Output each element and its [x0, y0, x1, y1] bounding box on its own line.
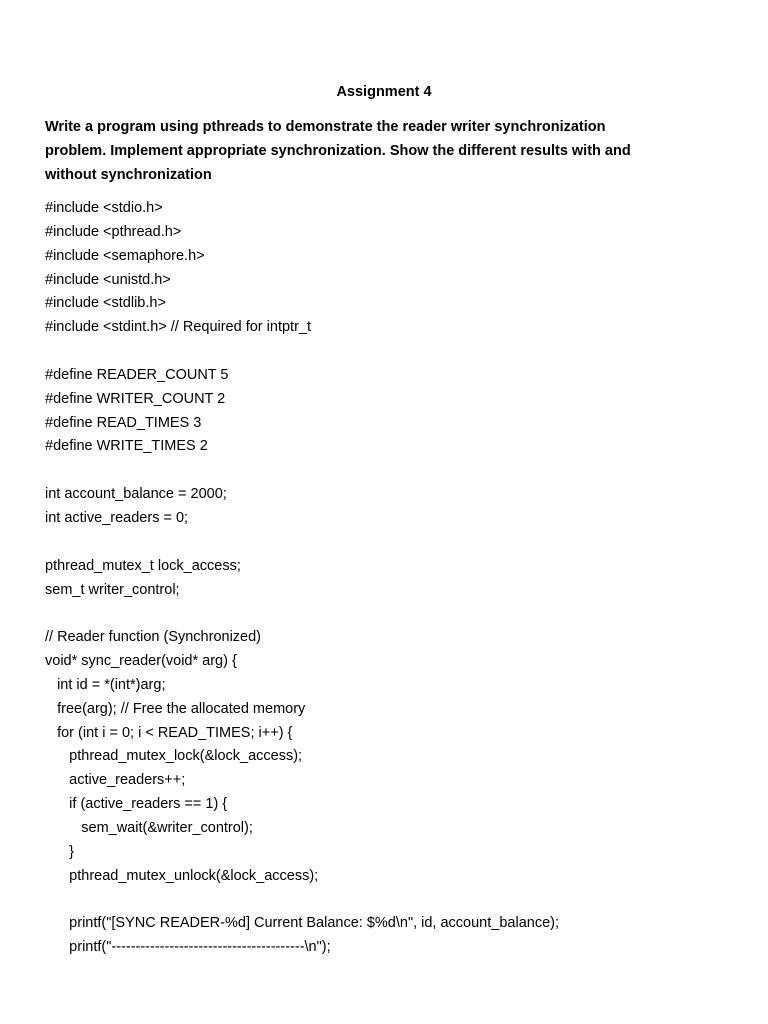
code-line: [45, 459, 745, 483]
code-line: int active_readers = 0;: [45, 509, 189, 526]
code-line: pthread_mutex_unlock(&lock_access);: [45, 867, 319, 884]
prompt-line: Write a program using pthreads to demonstrate the reader writer synchronization: [45, 119, 606, 135]
code-line: printf("----------------------------------------\n");: [45, 939, 331, 956]
code-line: printf("[SYNC READER-%d] Current Balance: $%d\n", id, account_balance);: [45, 915, 559, 932]
prompt-line: without synchronization: [45, 167, 212, 183]
prompt-line: problem. Implement appropriate synchronization. Show the different results with and: [45, 143, 631, 159]
code-line: for (int i = 0; i < READ_TIMES; i++) {: [45, 724, 293, 741]
code-line: if (active_readers == 1) {: [45, 796, 228, 813]
code-line: active_readers++;: [45, 772, 186, 789]
code-line: #include <stdlib.h>: [45, 295, 166, 312]
code-line: int id = *(int*)arg;: [45, 676, 166, 693]
code-line: #define WRITER_COUNT 2: [45, 390, 226, 407]
code-line: #define WRITE_TIMES 2: [45, 438, 208, 455]
document-title: Assignment 4: [336, 84, 432, 100]
code-line: [45, 340, 745, 364]
code-line: [45, 888, 745, 912]
code-line: #include <stdint.h> // Required for intptr_t: [45, 319, 311, 336]
code-line: #include <stdio.h>: [45, 200, 163, 216]
assignment-prompt: [45, 115, 735, 187]
code-line: void* sync_reader(void* arg) {: [45, 653, 237, 670]
code-line: #include <pthread.h>: [45, 223, 182, 240]
code-listing: [45, 197, 745, 960]
code-line: // Reader function (Synchronized): [45, 629, 261, 646]
code-line: [45, 531, 745, 555]
code-line: pthread_mutex_t lock_access;: [45, 557, 241, 574]
code-line: }: [45, 843, 75, 860]
code-line: [45, 602, 745, 626]
code-line: #define READER_COUNT 5: [45, 366, 229, 383]
code-line: int account_balance = 2000;: [45, 486, 227, 503]
code-line: sem_wait(&writer_control);: [45, 819, 253, 836]
code-line: sem_t writer_control;: [45, 581, 180, 598]
code-line: free(arg); // Free the allocated memory: [45, 700, 306, 717]
code-line: #include <unistd.h>: [45, 271, 171, 288]
code-line: pthread_mutex_lock(&lock_access);: [45, 748, 303, 765]
code-line: #include <semaphore.h>: [45, 247, 205, 264]
code-line: #define READ_TIMES 3: [45, 414, 202, 431]
